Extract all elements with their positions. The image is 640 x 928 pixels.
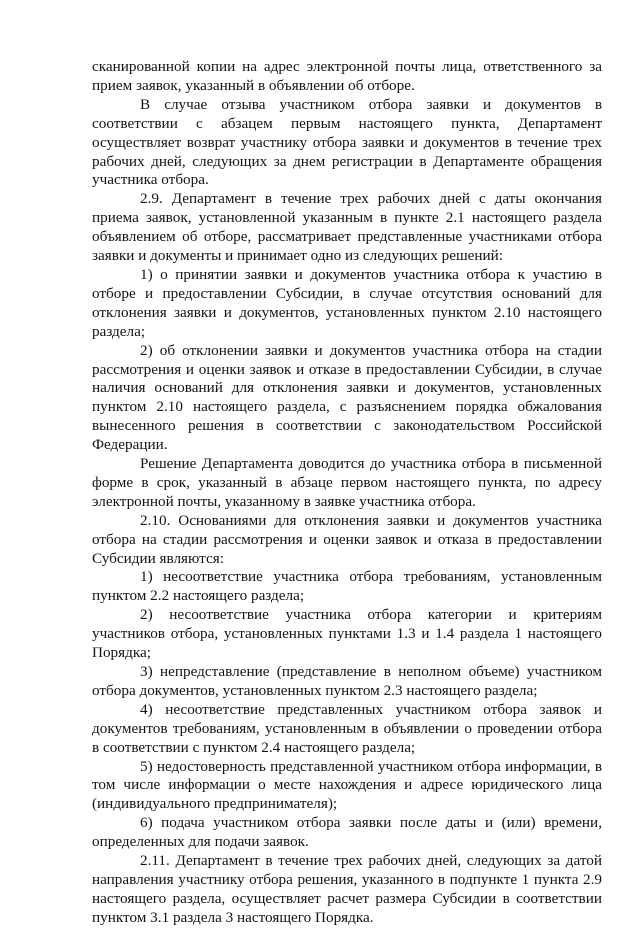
paragraph-continuation: сканированной копии на адрес электронной почты лица, ответственного за прием заявок, указанный в объявлении об отборе.: [92, 58, 602, 94]
paragraph-2-10-item-6: 6) подача участником отбора заявки после даты и (или) времени, определенных для подачи заявок.: [92, 814, 602, 851]
paragraph-2-9: 2.9. Департамент в течение трех рабочих дней с даты окончания приема заявок, установленной указанным в пункте 2.1 настоящего раздела объявлением об отборе, рассматривает представленные участниками отбора заявки и документы и принимает одно из следующих решений:: [92, 190, 602, 265]
paragraph-2-10-item-4: 4) несоответствие представленных участником отбора заявок и документов требованиям, установленным в объявлении о проведении отбора в соответствии с пунктом 2.4 настоящего раздела;: [92, 700, 602, 756]
paragraph-2-10-item-2: 2) несоответствие участника отбора категории и критериям участников отбора, установленных пунктами 1.3 и 1.4 раздела 1 настоящего Порядка;: [92, 606, 602, 662]
paragraph-2-9-item-1: 1) о принятии заявки и документов участника отбора к участию в отборе и предоставлении Субсидии, в случае отсутствия оснований для отклонения заявки и документов, установленных пунктом 2.10 настоящего раздела;: [92, 265, 602, 340]
paragraph-2-11: 2.11. Департамент в течение трех рабочих дней, следующих за датой направления участнику отбора решения, указанного в подпункте 1 пункта 2.9 настоящего раздела, осуществляет расчет размера Субсидии в соответствии пунктом 3.1 раздела 3 настоящего Порядка.: [92, 852, 602, 926]
paragraph-2-9-item-2: 2) об отклонении заявки и документов участника отбора на стадии рассмотрения и оценки заявок и отказе в предоставлении Субсидии, в случае наличия оснований для отклонения заявки и документов, установленных пунктом 2.10 настоящего раздела, с разъяснением порядка обжалования вынесенного решения в соответствии с законодательством Российской Федерации.: [92, 341, 602, 454]
paragraph-2-10-item-5: 5) недостоверность представленной участником отбора информации, в том числе информации о месте нахождения и адресе юридического лица (индивидуального предпринимателя);: [92, 757, 602, 813]
paragraph-withdrawal: В случае отзыва участником отбора заявки и документов в соответствии с абзацем первым настоящего пункта, Департамент осуществляет возврат участнику отбора заявки и документов в течение трех рабочих дней, следующих за днем регистрации в Департаменте обращения участника отбора.: [92, 95, 602, 189]
paragraph-2-10-item-3: 3) непредставление (представление в неполном объеме) участником отбора документов, установленных пунктом 2.3 настоящего раздела;: [92, 663, 602, 699]
paragraph-2-10: 2.10. Основаниями для отклонения заявки и документов участника отбора на стадии рассмотрения и оценки заявок и отказа в предоставлении Субсидии являются:: [92, 511, 602, 567]
paragraph-2-10-item-1: 1) несоответствие участника отбора требованиям, установленным пунктом 2.2 настоящего раздела;: [92, 568, 602, 605]
document-body: [92, 58, 602, 928]
paragraph-decision-notice: Решение Департамента доводится до участника отбора в письменной форме в срок, указанный в абзаце первом настоящего пункта, по адресу электронной почты, указанному в заявке участника отбора.: [92, 455, 602, 510]
